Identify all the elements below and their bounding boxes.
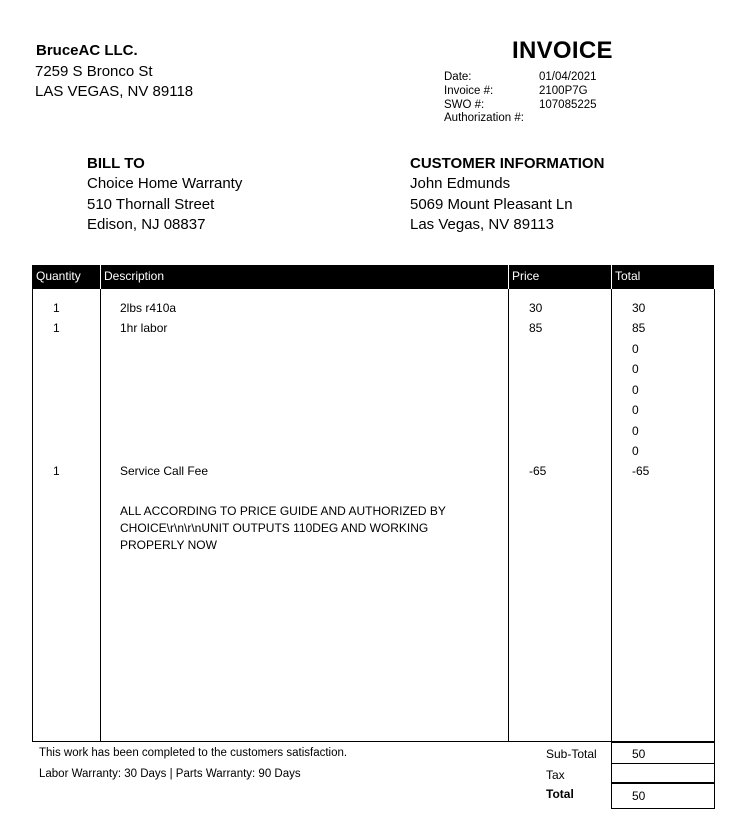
row-total: 0 — [632, 444, 639, 458]
customer-info-heading: CUSTOMER INFORMATION — [410, 155, 605, 172]
total-value: 50 — [632, 789, 646, 803]
date-value: 01/04/2021 — [539, 71, 597, 83]
row-total: -65 — [632, 464, 650, 478]
subtotal-label: Sub-Total — [546, 747, 597, 761]
company-address-line2: LAS VEGAS, NV 89118 — [35, 83, 194, 100]
subtotal-box — [611, 742, 715, 764]
column-divider — [100, 289, 101, 742]
header-price: Price — [512, 269, 540, 283]
tax-label: Tax — [546, 768, 565, 782]
column-divider — [508, 289, 509, 742]
date-label: Date: — [444, 71, 472, 83]
bill-to-line: Edison, NJ 08837 — [87, 216, 206, 233]
header-description: Description — [104, 269, 165, 283]
customer-info-line: Las Vegas, NV 89113 — [410, 216, 554, 233]
row-description: 2lbs r410a — [120, 301, 177, 315]
row-total: 85 — [632, 321, 646, 335]
customer-info-line: 5069 Mount Pleasant Ln — [410, 196, 573, 213]
customer-info-line: John Edmunds — [410, 175, 511, 192]
row-quantity: 1 — [53, 301, 60, 315]
row-price: -65 — [529, 464, 547, 478]
completion-statement: This work has been completed to the customers satisfaction. — [39, 747, 348, 759]
tax-box — [611, 762, 715, 783]
row-price: 30 — [529, 301, 543, 315]
column-divider — [611, 289, 612, 742]
row-total: 0 — [632, 424, 639, 438]
row-quantity: 1 — [53, 321, 60, 335]
row-total: 0 — [632, 342, 639, 356]
subtotal-value: 50 — [632, 747, 646, 761]
table-header-divider — [611, 265, 612, 289]
bill-to-line: Choice Home Warranty — [87, 175, 243, 192]
header-total: Total — [615, 269, 641, 283]
row-total: 0 — [632, 403, 639, 417]
table-header-divider — [100, 265, 101, 289]
work-note: ALL ACCORDING TO PRICE GUIDE AND AUTHORIZED BY CHOICE\r\n\r\nUNIT OUTPUTS 110DEG AND WORKING PROPERLY NOW — [120, 504, 446, 552]
row-quantity: 1 — [53, 464, 60, 478]
company-address-line1: 7259 S Bronco St — [35, 63, 153, 80]
row-total: 0 — [632, 362, 639, 376]
company-name: BruceAC LLC. — [36, 42, 138, 59]
bill-to-line: 510 Thornall Street — [87, 196, 215, 213]
warranty-statement: Labor Warranty: 30 Days | Parts Warranty: 90 Days — [39, 768, 301, 780]
bill-to-heading: BILL TO — [87, 155, 145, 172]
row-description: 1hr labor — [120, 321, 168, 335]
total-label: Total — [546, 787, 574, 801]
swo-number-label: SWO #: — [444, 99, 485, 111]
table-header-divider — [508, 265, 509, 289]
swo-number-value: 107085225 — [539, 99, 597, 111]
authorization-label: Authorization #: — [444, 112, 524, 124]
invoice-title: INVOICE — [512, 37, 613, 64]
invoice-number-label: Invoice #: — [444, 85, 494, 97]
row-total: 0 — [632, 383, 639, 397]
row-description: Service Call Fee — [120, 464, 209, 478]
row-price: 85 — [529, 321, 543, 335]
total-box — [611, 783, 715, 809]
header-quantity: Quantity — [36, 269, 81, 283]
row-total: 30 — [632, 301, 646, 315]
invoice-number-value: 2100P7G — [539, 85, 588, 97]
